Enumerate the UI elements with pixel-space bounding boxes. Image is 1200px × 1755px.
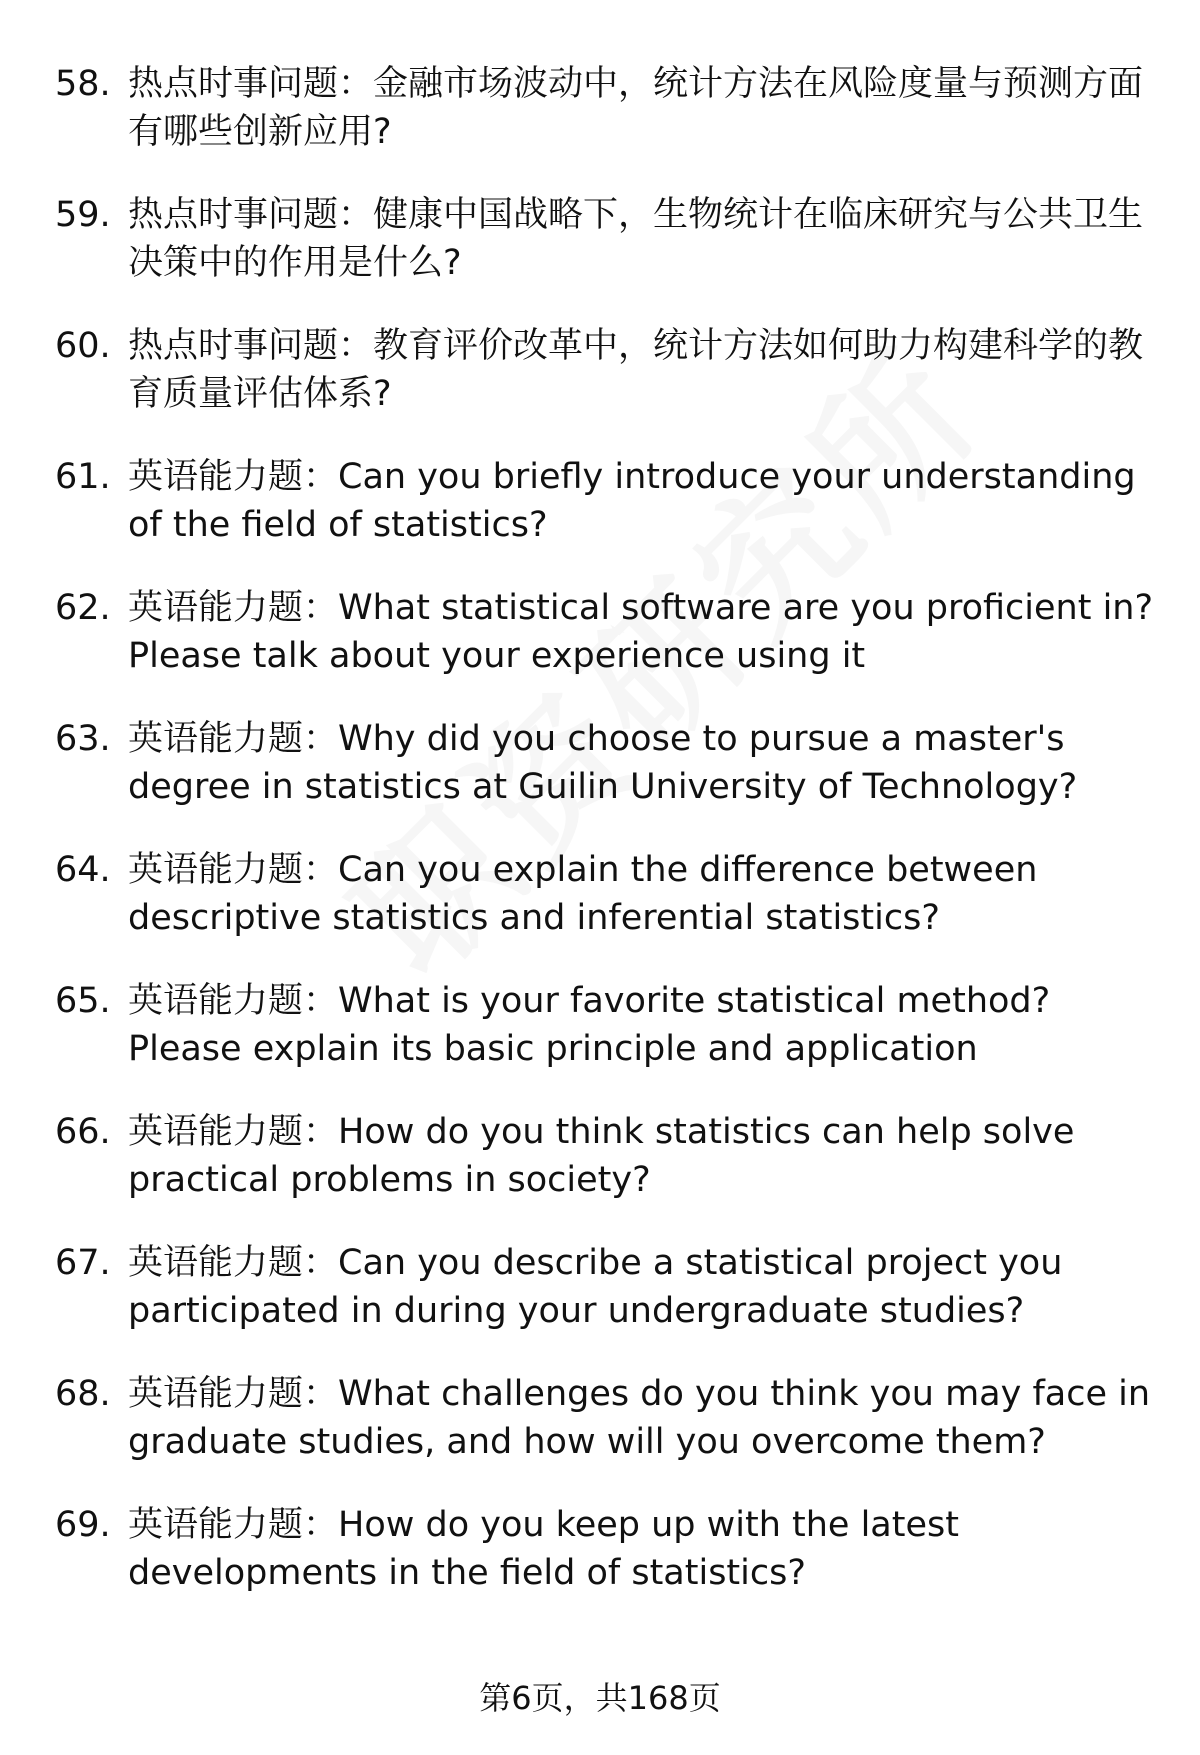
question-item [55, 60, 1165, 156]
question-item [55, 1108, 1165, 1204]
question-number: 63. [55, 719, 111, 759]
question-list [55, 60, 1165, 1632]
question-item [55, 846, 1165, 942]
question-text: 英语能力题：Can you describe a statistical project you participated in during your undergraduate studies? [128, 1243, 1063, 1331]
question-text: 英语能力题：How do you keep up with the latest developments in the field of statistics? [128, 1505, 959, 1593]
question-number: 65. [55, 981, 111, 1021]
question-item [55, 191, 1165, 287]
question-number: 61. [55, 457, 111, 497]
question-number: 60. [55, 326, 111, 366]
question-text: 英语能力题：Can you explain the difference between descriptive statistics and inferential statistics? [128, 850, 1038, 938]
question-text: 热点时事问题：金融市场波动中，统计方法在风险度量与预测方面有哪些创新应用? [128, 64, 1144, 152]
question-item [55, 715, 1165, 811]
question-text: 热点时事问题：健康中国战略下，生物统计在临床研究与公共卫生决策中的作用是什么? [128, 195, 1144, 283]
question-item [55, 977, 1165, 1073]
question-text: 英语能力题：Can you briefly introduce your understanding of the field of statistics? [128, 457, 1136, 545]
question-number: 62. [55, 588, 111, 628]
question-number: 66. [55, 1112, 111, 1152]
question-item [55, 1501, 1165, 1597]
question-text: 英语能力题：What challenges do you think you may face in graduate studies, and how will you overcome them? [128, 1374, 1151, 1462]
question-text: 英语能力题：Why did you choose to pursue a master's degree in statistics at Guilin University of Technology? [128, 719, 1078, 807]
question-number: 58. [55, 64, 111, 104]
question-number: 59. [55, 195, 111, 235]
page-footer: 第6页，共168页 [479, 1679, 721, 1717]
question-number: 67. [55, 1243, 111, 1283]
question-text: 热点时事问题：教育评价改革中，统计方法如何助力构建科学的教育质量评估体系? [128, 326, 1144, 414]
question-text: 英语能力题：What is your favorite statistical method? Please explain its basic principle and application [128, 981, 1051, 1069]
question-item [55, 584, 1165, 680]
question-item [55, 322, 1165, 418]
question-number: 69. [55, 1505, 111, 1545]
question-item [55, 1370, 1165, 1466]
question-text: 英语能力题：What statistical software are you proficient in? Please talk about your experience using it [128, 588, 1154, 676]
question-item [55, 1239, 1165, 1335]
question-number: 64. [55, 850, 111, 890]
question-number: 68. [55, 1374, 111, 1414]
question-text: 英语能力题：How do you think statistics can help solve practical problems in society? [128, 1112, 1075, 1200]
question-item [55, 453, 1165, 549]
